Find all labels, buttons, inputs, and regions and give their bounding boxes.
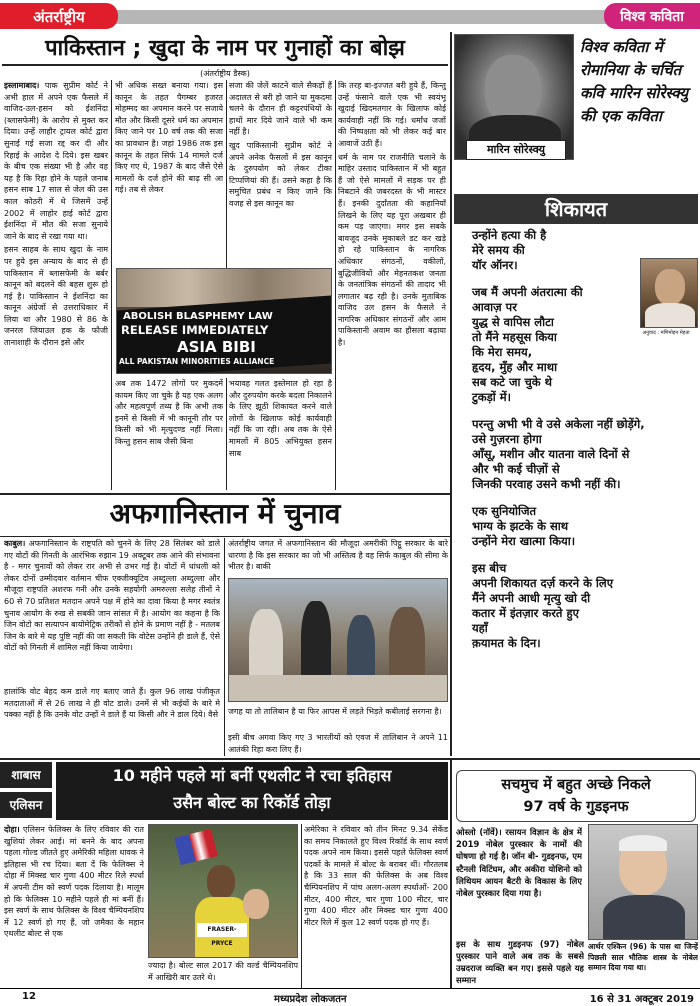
nobel-headline-2: 97 वर्ष के गुडइनफ	[523, 799, 629, 815]
afghanistan-column-1b: हालांकि वोट बेहद कम डाले गए बताए जाते हैं। कुल 96 लाख पंजीकृत मतदाताओं में से 26 लाख ने ही वोट डाले। उनमें से भी कईयों के बारे मे पक्का नहीं है कि उनके वोट उन्हों ने डाले हैं या किसी और ने डाल दिये। वैसे	[4, 687, 220, 720]
goodenough-photo	[588, 824, 698, 940]
dateline: 16 से 31 अक्टूबर 2019	[589, 994, 694, 1005]
pakistan-col1-paragraph: इस्लामाबाद। पाक सुप्रीम कोर्ट ने अभी हाल में अपने एक फैसले में वाजिद-उल-हसन को ईशनिंदा (ब्लासफेमी) के आरोप से मुक्त कर दिया। उन्हें लाहौर ट्रायल कोर्ट द्वारा सुनाई गई सजा रद्द कर दी और रिहाई के आदेश दे दिये। इस खबर के बीच एक संख्या भी है और वह यह है कि रिहा होने के पहले जनाब हसन साब 17 साल से जेल की उस काल कोठरी में थे जिसमें उन्हें 2002 में लाहोर हाई कोर्ट द्वारा ईशनिंदा में मौत की सजा सुनाये जाने के बाद से रखा गया था।	[4, 81, 108, 241]
page-number: 12	[22, 991, 36, 1002]
afghanistan-column-2: अंतर्राष्ट्रीय जगत में अफगानिस्तान की मौजूदा अमरीकी पिट्ठू सरकार के बारे धारणा है कि इस सरकार का जो भी अस्तित्व है वह सिर्फ काबुल की सीमा के भीतर है। बाकी	[228, 539, 448, 572]
nobel-body-2: इस के साथ गुडइनफ (97) नोबेल पुरस्कार पाने वाले अब तक के सबसे उम्रदराज व्यक्ति बन गए। इससे पहले यह सम्मान	[456, 939, 584, 985]
protest-banner-line-4: ALL PAKISTAN MINORITIES ALLIANCE	[119, 357, 275, 366]
poem-stanza: परन्तु अभी भी वे उसे अकेला नहीं छोड़ेंगे, उसे गुज़रना होगा आँसू, मशीन और यातना वाले दिनों से और भी कई चीज़ों से जिनकी परवाह उसने कभी नहीं की।	[472, 417, 645, 491]
pakistan-column-3	[229, 80, 332, 265]
sports-headline-1: 10 महीने पहले मां बनीं एथलीट ने रचा इतिहास	[112, 766, 392, 785]
pakistan-col2-paragraph: भी अधिक सख्त बनाया गया। इस कानून के तहत पैगम्बर हजरत मोहम्मद का अपमान करने पर सजाये मौत और किसी दूसरे धर्म का अपमान किए जाने पर 10 वर्ष तक की सजा का प्रावधान है। जहां 1986 तक इस कानून के तहत सिर्फ 14 मामले दर्ज किए गए थे, 1987 के बाद जैसे ऐसे मामलों के दर्ज होने की बाढ़ सी आ गई। तब से लेकर	[115, 81, 223, 195]
pakistan-col4-paragraph: धर्म के नाम पर राजनीति चलाने के माहिर उस्ताद पाकिस्तान में भी बहुत हैं जो ऐसे मामलों में सड़क पर ही निबटाने की जबरदस्त के भी मास्टर हैं। इनकी दुर्दांतता की कहानियाँ लिखने के लिए यह पूरा अखबार ही कम पड़ जाएगा। मगर इस सबके बावजूद उनके मुकाबले डट कर खड़े हो रहे पाकिस्तान के नागरिक अधिकार संगठनों, वकीलों, बुद्धिजीवियों और मेहनतकश जनता के जनतांत्रिक संगठनों की तादाद भी लगातार बढ़ रही है। उनके मुताबिक वाजिद उल हसन के फैसले ने नागरिक अधिकार संगठनों और आम पाकिस्तानी अवाम का हौसला बढ़ाया है।	[338, 152, 446, 348]
pakistan-col1-paragraph: हसन साहब के साथ खुदा के नाम पर हुये इस अन्याय के बाद से ही पाकिस्तान में ब्लासफेमी के बर्बर कानून को बदलने की बहस शुरू हो गई है। पाकिस्तान ने ईशनिंदा का कानून अंग्रेजों से उत्तराधिकार में लिया था और 1980 से 86 के जनरल जियाउल हक के फौजी तानाशाही के दौरान इसे और	[4, 245, 108, 348]
protest-banner-line-3: ASIA BIBI	[177, 338, 256, 356]
election-photo	[228, 578, 448, 702]
poem-stanza: उन्होंने हत्या की है मेरे समय की यॉर ऑनर।	[472, 228, 547, 272]
poem-title: शिकायत	[454, 194, 698, 224]
poem-body	[472, 228, 700, 758]
sports-headline-2: उसैन बोल्ट का रिकॉर्ड तोड़ा	[173, 793, 331, 812]
sports-headline-box	[56, 762, 448, 820]
publication-name: मध्यप्रदेश लोकजतन	[274, 994, 347, 1005]
athlete-photo	[148, 824, 298, 958]
section-tag-international: अंतर्राष्ट्रीय	[0, 3, 118, 29]
afghanistan-column-2b: जगह या तो तालिबान है या फिर आपस में लड़ते भिड़ते कबीलाई सरगना है।	[228, 707, 442, 716]
afghanistan-column-2c: इसी बीच अगवा किए गए 3 भारतीयों को एवज में तालिबान ने अपने 11 आतंकी रिहा करा लिए हैं।	[228, 733, 448, 754]
protest-banner-line-2: RELEASE IMMEDIATELY	[121, 323, 269, 337]
pakistan-col3-paragraph: सजा की जेलें काटने वाले सैकड़ों हैं अदालत से बरी हो जाने या मुकदमा चलने के दौरान ही कट्टरपंथियों के हाथों मार दिये जाने वाले भी कम नहीं है।	[229, 81, 332, 137]
sports-column-2: अमेरिका ने रविवार को तीन मिनट 9.34 सेकेंड का समय निकालते हुए विश्व रिकॉर्ड के साथ स्वर्ण पदक अपने नाम किया। इससे पहले फेलिक्स स्वर्ण पदकों के मामले में बोल्ट के बराबर थीं। गौरतलब है कि 33 साल की फेलिक्स के अब विश्व चैम्पियनशिप में पांच अलग-अलग स्पर्धाओं- 200 मीटर, 400 मीटर, चार गुणा 100 मीटर, चार गुणा 400 मीटर और मिक्स्ड चार गुणा 400 मीटर रिले में कुल 12 स्वर्ण पदक हो गए हैं।	[304, 825, 448, 927]
pakistan-col3-paragraph: खुद पाकिस्तानी सुप्रीम कोर्ट ने अपने अनेक फैसलों में इस कानून के दुरुपयोग को लेकर टीका टिप्पणियां की हैं। उसने कहा है कि समुचित प्रबंध न किए जाने कि वजह से इस कानून का	[229, 140, 332, 208]
pakistan-column-4	[338, 80, 446, 490]
poem-stanza: जब मैं अपनी अंतरात्मा की आवाज़ पर युद्ध से वापिस लौटा तो मैंने महसूस किया कि मेरा समय, हृदय, मुँह और माथा सब कटे जा चुके थे टुकड़ों में।	[472, 285, 583, 404]
poet-name-caption: मारिन सोरेस्क्यु	[466, 140, 566, 160]
pakistan-column-1	[4, 80, 108, 490]
section-tag-world-poetry: विश्व कविता	[604, 3, 700, 29]
sports-tag-line-2: एलिसन	[0, 792, 52, 818]
afghanistan-headline: अफगानिस्तान में चुनाव	[109, 497, 341, 530]
nobel-headline-1: सचमुच में बहुत अच्छे निकले	[501, 777, 651, 793]
afghanistan-column-1: काबुल। अफगानिस्तान के राष्ट्रपति को चुनने के लिए 28 सितंबर को डाले गए वोटों की गिनती के आरंभिक रुझान 19 अक्टूबर तक आने की संभावना है - मगर चुनावों को लेकर रार अभी से उभर गई है। वोटों में धांधली को लेकर दोनों उम्मीदवार वर्तमान चीफ एक्जीक्यूटिव अब्दुल्ला अब्दुल्ला और मौजूदा राष्ट्रपति अशरफ गनी और उनके सहयोगी अमरुल्ला सलेह तीनों ने 60 से 70 प्रतिशत मतदान अपने पक्ष में होने का दावा किया है मगर स्वतंत्र चुनाव आयोग के रुख से सबकी जान सांसत में है। आयोग का कहना है कि जिन वोटो का सत्यापन बायोमेट्रिक तरीकों से होने के प्रमाण नहीं है - मतलब जिन के बारे मे यह पुष्टि नहीं की जा सकती कि वोटेस उन्होंने ही डाले हैं, ऐसे वोटों को गिनती में शामिल नहीं किया जायेगा।	[4, 539, 220, 653]
pakistan-byline: (अंतर्राष्ट्रीय डैस्क)	[200, 69, 250, 78]
poem-stanza: इस बीच अपनी शिकायत दर्ज़ करने के लिए मैंने अपनी आधी मृत्यु खो दी कतार में इंतज़ार करते हुए यहाँ क़यामत के दिन।	[472, 561, 614, 650]
sports-under-photo: ज्यादा है। बोल्ट साल 2017 की वर्ल्ड चैम्पियनशिप में आखिरी बार उतरे थे।	[148, 961, 298, 982]
sports-column-1: दोहा। एलिसन फेलिक्स के लिए रविवार की रात खुशियां लेकर आई। मां बनने के बाद अपना पहला गोल्ड जीतते हुए अमेरिकी महिला धावक ने इतिहास भी रच दिया। बता दें कि फेलिक्स ने दोहा में मिक्स्ड चार गुणा 400 मीटर रिले स्पर्धा में अपनी टीम को स्वर्ण पदक दिलाया है। मालूम हो कि फेलिक्स 10 महीने पहले ही मां बनीं हैं। इस स्वर्ण के साथ फेलिक्स के विश्व चैम्पियनशिप में 12 स्वर्ण हो गए हैं, जो जमैका के महान एथलीट बोल्ट से एक	[4, 825, 144, 939]
pakistan-column-2-continued: अब तक 1472 लोगों पर मुकदमें कायम किए जा चुके है यह एक अलग और महत्वपूर्ण तथ्य है कि अभी तक इनमें से किसी में भी कानूनी तौर पर किसी को भी मृत्युदण्ड नहीं मिला। किन्तु हसन साब जैसी बिना	[115, 379, 223, 446]
pakistan-headline: पाकिस्तान ; खुदा के नाम पर गुनाहों का बोझ	[2, 34, 448, 66]
athlete-bib: FRASER-PRYCE	[197, 923, 247, 937]
pakistan-column-3-continued: भयावह गलत इस्तेमाल हो रहा है और दुरुपयोग करके बदला निकालने के लिए झूठी शिकायत करने वाले लोगों के खिलाफ कोई कार्यवाही नहीं कि जा रही। अब तक के ऐसे मामलों में 805 अभियुक्त हसन साब	[229, 379, 332, 458]
pakistan-col4-paragraph: कि तरह बा-इज्जत बरी हुये हैं, किन्तु उन्हें फंसाने वाले एक भी स्वयंभू खुदाई खिदमतगार के खिलाफ कोई कार्यवाही नहीं कि गई। धर्मांध जजों की निष्पक्षता को भी लेकर कई बार आवाजें उठी हैं।	[338, 81, 446, 148]
translator-credit: अनुवाद : मणिमोहन मेहता	[642, 330, 690, 336]
nobel-body: ओस्लो (नॉर्वे)। रसायन विज्ञान के क्षेत्र में 2019 नोबेल पुरस्कार के नामों की घोषणा हो गई है। जॉन बी- गुडइनफ, एम स्टैनली विटिंघम, और अकीरा योशिनो को लिथियम आयन बैटरी के विकास के लिए नोबेल पुरस्कार दिया गया है।	[456, 827, 582, 899]
protest-banner-line-1: ABOLISH BLASPHEMY LAW	[123, 311, 273, 322]
poem-stanza: एक सुनियोजित भाग्य के झटके के साथ उन्होंने मेरा खात्मा किया।	[472, 504, 576, 548]
nobel-photo-caption: आर्थर एश्किन (96) के पास था जिन्हें पिछली साल भौतिक शास्त्र के नोबेल सम्मान दिया गया था।	[588, 942, 698, 972]
page-footer	[0, 988, 700, 1006]
sports-tag	[0, 762, 52, 820]
sports-tag-line-1: शाबास	[0, 762, 52, 788]
poem-intro: विश्व कविता में रोमानिया के चर्चित कवि मारिन सोरेस्क्यु की एक कविता	[580, 38, 689, 125]
protest-photo	[116, 268, 332, 374]
pakistan-column-2	[115, 80, 223, 265]
nobel-headline	[456, 770, 696, 822]
